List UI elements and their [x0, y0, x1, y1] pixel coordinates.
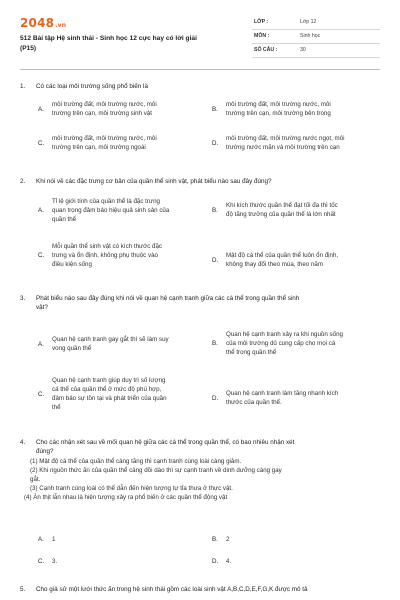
question-number: 5.	[20, 586, 26, 593]
meta-key: SỐ CÂU :	[254, 47, 278, 53]
question-number: 4.	[20, 439, 26, 446]
meta-row-subject	[252, 30, 380, 44]
meta-row-grade	[252, 16, 380, 30]
meta-value: Lớp 12	[300, 19, 317, 25]
question-number: 2.	[20, 178, 26, 185]
meta-value: Sinh học	[300, 33, 321, 39]
site-logo[interactable]	[20, 16, 66, 30]
meta-row-count	[252, 44, 380, 58]
question-stem: Cho các nhận xét sau về mối quan hệ giữa các cá thể trong quần thể, có bao nhiêu nhận xét đúng?	[36, 439, 295, 455]
meta-value: 30	[300, 47, 306, 53]
statement: (1) Mật độ cá thể của quần thể càng tăng thì cạnh tranh cùng loài càng giảm.	[30, 458, 242, 465]
question-number: 1.	[20, 83, 26, 90]
document-header	[20, 14, 380, 62]
question-number: 3.	[20, 295, 26, 302]
statement-list	[24, 457, 370, 502]
meta-key: LỚP :	[254, 19, 269, 25]
statement: (3) Cạnh tranh cùng loài có thể dẫn đến hiện tượng tự tỉa thưa ở thực vật.	[30, 485, 233, 492]
logo-main: 2048	[20, 16, 55, 30]
statement: (2) Khi nguồn thức ăn của quần thể càng dồi dào thì sự cạnh tranh về dinh dưỡng càng gay	[30, 467, 282, 474]
question-stem: Có các loại môi trường sống phổ biến là	[36, 83, 148, 90]
meta-table	[252, 16, 380, 58]
statement: (4) Ăn thịt lẫn nhau là hiện tượng xảy ra phổ biến ở các quần thể động vật	[24, 494, 228, 501]
logo-suffix: .vn	[55, 22, 67, 29]
document-title	[20, 34, 230, 53]
statement: gắt.	[30, 476, 41, 483]
meta-key: MÔN :	[254, 33, 270, 39]
question-stem: Phát biểu nào sau đây đúng khi nói về quan hệ cạnh tranh giữa các cá thể trong quần thể sinh vật?	[36, 295, 300, 311]
header-divider	[20, 69, 380, 70]
title-line-2: (P15)	[20, 44, 37, 52]
question-stem: Cho giả sử một lưới thức ăn trong hệ sinh thái gồm các loài sinh vật A,B,C,D,E,F,G,K được mô tả	[36, 586, 308, 593]
title-line-1: 512 Bài tập Hệ sinh thái - Sinh học 12 cực hay có lời giải	[20, 35, 197, 42]
question-stem: Khi nói về các đặc trưng cơ bản của quần thể sinh vật, phát biểu nào sau đây đúng?	[36, 178, 272, 185]
